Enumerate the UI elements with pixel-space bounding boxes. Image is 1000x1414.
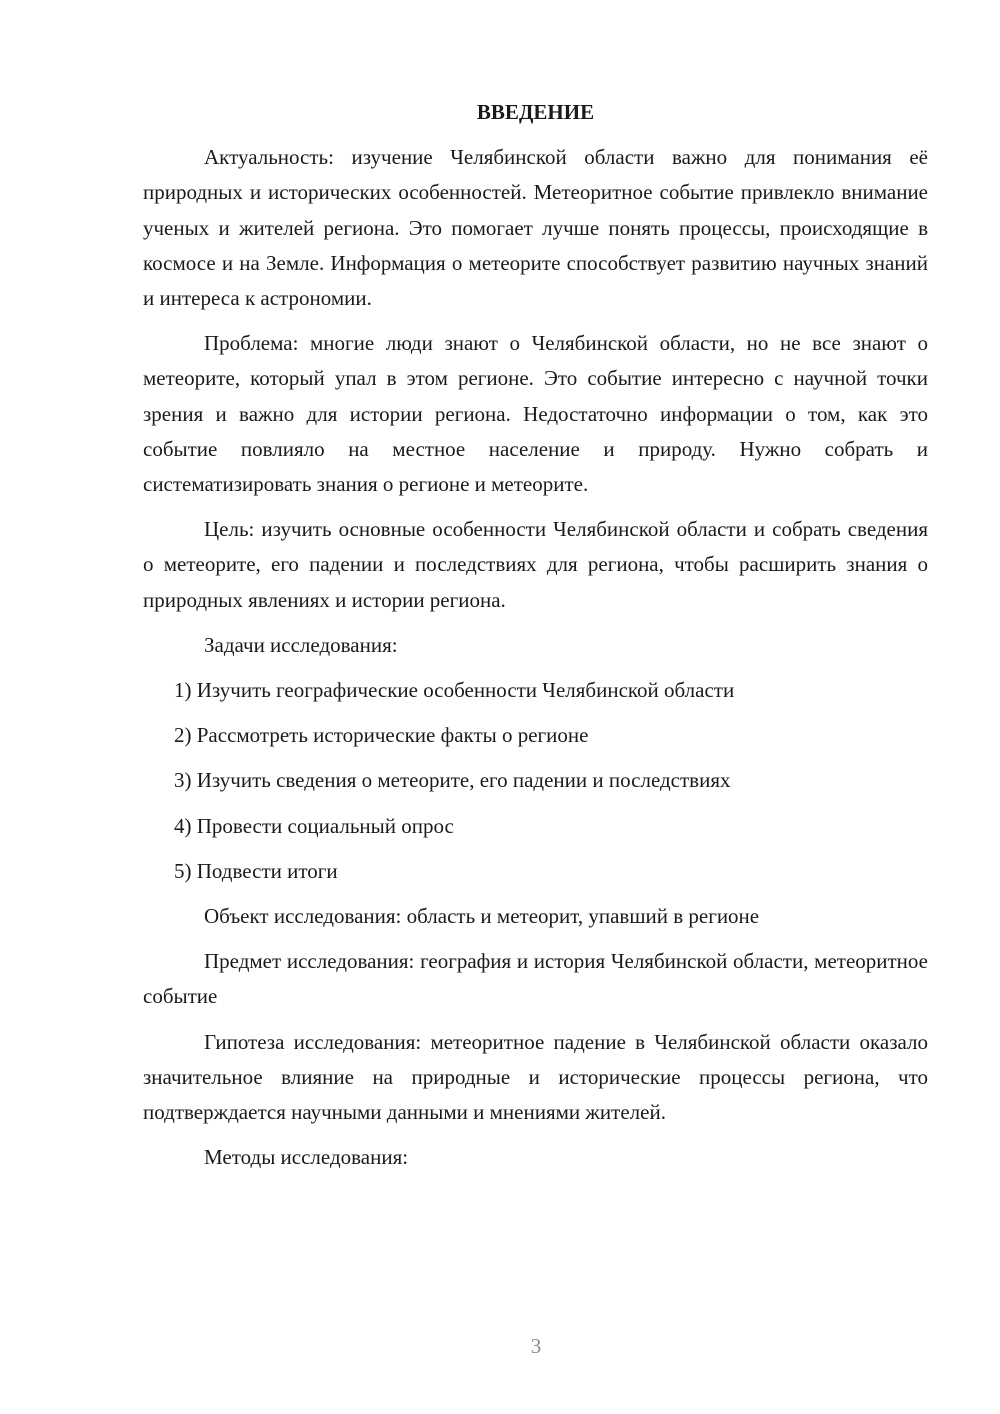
list-item: 2) Рассмотреть исторические факты о регионе bbox=[174, 723, 589, 748]
object-paragraph: Объект исследования: область и метеорит, упавший в регионе bbox=[204, 904, 760, 929]
page-number: 3 bbox=[530, 1334, 542, 1358]
goal-paragraph: Цель: изучить основные особенности Челябинской области и собрать сведения о метеорите, его падении и последствиях для региона, чтобы расширить знания о природных явлениях и истории региона. bbox=[143, 517, 928, 612]
list-item: 5) Подвести итоги bbox=[174, 858, 338, 883]
problem-paragraph: Проблема: многие люди знают о Челябинской области, но не все знают о метеорите, который упал в этом регионе. Это событие интересно с научной точки зрения и важно для истории региона. Недостаточно информации о том, как это событие повлияло на местное население и природу. Нужно собрать и систематизировать знания о регионе и метеорите. bbox=[143, 331, 928, 497]
methods-heading: Методы исследования: bbox=[204, 1145, 409, 1170]
relevance-paragraph: Актуальность: изучение Челябинской области важно для понимания её природных и исторических особенностей. Метеоритное событие привлекло внимание ученых и жителей региона. Это помогает лучше понять процессы, происходящие в космосе и на Земле. Информация о метеорите способствует развитию научных знаний и интереса к астрономии. bbox=[143, 145, 928, 311]
tasks-heading: Задачи исследования: bbox=[204, 632, 398, 657]
list-item: 3) Изучить сведения о метеорите, его падении и последствиях bbox=[174, 768, 731, 793]
hypothesis-paragraph: Гипотеза исследования: метеоритное падение в Челябинской области оказало значительное влияние на природные и исторические процессы региона, что подтверждается научными данными и мнениями жителей. bbox=[143, 1029, 928, 1125]
document-page bbox=[143, 95, 928, 1185]
tasks-list bbox=[143, 673, 928, 889]
section-title: ВВЕДЕНИЕ bbox=[476, 100, 595, 124]
subject-paragraph: Предмет исследования: география и история Челябинской области, метеоритное событие bbox=[143, 949, 928, 1009]
list-item: 4) Провести социальный опрос bbox=[174, 813, 454, 838]
list-item: 1) Изучить географические особенности Челябинской области bbox=[174, 678, 735, 703]
